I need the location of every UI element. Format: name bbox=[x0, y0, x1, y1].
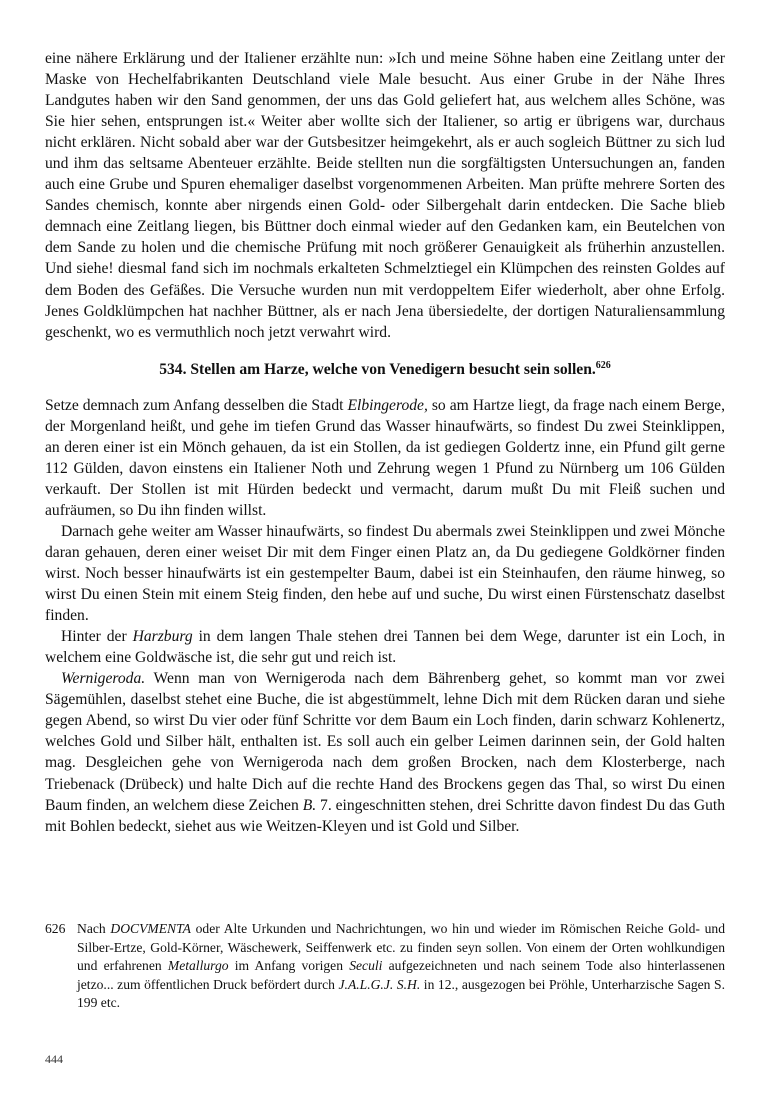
footnote-text bbox=[77, 920, 725, 1013]
text-run: in 12., ausgezogen bei Pröhle, Unterharzische Sagen S. 199 etc. bbox=[77, 976, 725, 1010]
title-italic: DOCVMENTA bbox=[110, 921, 191, 936]
text-run: Hinter der bbox=[61, 628, 133, 646]
text-run: in dem langen Thale stehen drei Tannen bei dem Wege, darunter ist ein Loch, in welchem eine Goldwäsche ist, die sehr gut und reich ist. bbox=[45, 628, 725, 667]
section-heading bbox=[45, 359, 725, 381]
initials-italic: J.A.L.G.J. S.H. bbox=[338, 976, 421, 992]
footnote-reference[interactable]: 626 bbox=[595, 359, 611, 371]
place-name-italic: Harzburg bbox=[132, 628, 193, 646]
paragraph-wernigeroda bbox=[45, 668, 725, 836]
page-number: 444 bbox=[45, 1052, 63, 1066]
text-run: so am Hartze liegt, da frage nach einem Berge, der Morgenland heißt, und gehe im tiefen Grund das Wasser hinaufwärts, so findest Du zwei Steinklippen, an deren einer ist ein Mönch gehauen, da ist ein Stollen, da ist gediegen Goldertz inne, ein Pfund gilt gerne 112 Gülden, davon einstens ein Italiener Noth und Zehrung wegen 1 Pfund zu Nürnberg um 106 Gülden verkauft. Der Stollen ist mit Hürden bedeckt und vermacht, darum mußt Du mit Fleiß suchen und aufräumen, so Du ihn finden willst. bbox=[45, 396, 725, 519]
place-name-italic: Wernigeroda. bbox=[61, 670, 146, 688]
sign-letter-italic: B. bbox=[302, 796, 317, 814]
page-body bbox=[45, 48, 725, 837]
text-run: Wenn man von Wernigeroda nach dem Bährenberg gehet, so kommt man vor zwei Sägemühlen, daselbst stehet eine Buche, die ist abgestümmelt, lehne Dich mit dem Rücken daran und siehe gegen Abend, so wirst Du vier oder fünf Schritte vor dem Baum ein Loch finden, darin schwarz Kohlenertz, welches Gold und Silber hält, enthalten ist. Es soll auch ein gelber Leimen darinnen sein, der Gold halten mag. Desgleichen gehe von Wernigeroda nach dem großen Brocken, nach dem Klosterberge, nach Triebenack (Drübeck) und halte Dich auf die rechte Hand des Brockens gegen das Thal, so wirst Du einen Baum finden, an welchem diese Zeichen bbox=[45, 670, 725, 814]
footnote-number: 626 bbox=[45, 921, 66, 936]
text-run: Nach bbox=[77, 921, 111, 936]
text-run: im Anfang vorigen bbox=[228, 958, 350, 973]
text-run: aufgezeichneten und nach seinem Tode also hinterlassenen jetzo... zum öffentlichen Druck befördert durch bbox=[77, 958, 725, 992]
text-run: oder Alte Urkunden und Nachrichtungen, wo hin und wieder im Römischen Reiche Gold- und Silber-Ertze, Gold-Körner, Wäschewerk, Seiffenwerk etc. zu finden seyn sollen. Von einem der Orten wohlkundigen und erfahrenen bbox=[77, 921, 725, 973]
paragraph-steinklippen: Darnach gehe weiter am Wasser hinaufwärts, so findest Du abermals zwei Steinklippen und zwei Mönche daran gehauen, deren einer weiset Dir mit dem Finger einen Platz an, da Du gediegene Goldkörner finden wirst. Noch besser hinaufwärts ist ein gestempelter Baum, dabei ist ein Steinhaufen, den räume hinweg, so wirst Du einen Stein mit einem Steig finden, den hebe auf und suche, Du wirst einen Fürstenschatz daselbst finden. bbox=[45, 522, 725, 625]
place-name-italic: Elbingerode, bbox=[347, 396, 428, 414]
continuation-paragraph: eine nähere Erklärung und der Italiener erzählte nun: »Ich und meine Söhne haben eine Zeitlang unter der Maske von Hechelfabrikanten Deutschland viele Male besucht. Aus einer Grube in der Nähe Ihres Landgutes haben wir den Sand genommen, der uns das Gold geliefert hat, aus welchem alles Schöne, was Sie hier sehen, entsprungen ist.« Weiter aber wollte sich der Italiener, so artig er übrigens war, durchaus nicht erklären. Nicht sobald aber war der Gutsbesitzer heimgekehrt, als er auch sogleich Büttner zu sich lud und ihm das seltsame Abenteuer erzählte. Beide stellten nun die sorgfältigsten Untersuchungen an, fanden auch eine Grube und Spuren ehemaliger daselbst vorgenommenen Arbeiten. Man prüfte mehrere Sorten des Sandes chemisch, konnte aber nirgends einen Gold- oder Silbergehalt darin entdecken. Die Sache blieb demnach eine Zeitlang liegen, bis Büttner doch einmal wieder auf den Gedanken kam, ein Beutelchen von dem Sande zu holen und die chemische Prüfung mit noch größerer Genauigkeit als früherhin anzustellen. Und siehe! diesmal fand sich im nochmals erkalteten Schmelztiegel ein Klümpchen des reinsten Goldes auf dem Boden des Gefäßes. Die Versuche wurden nun mit verdoppeltem Eifer wiederholt, aber ohne Erfolg. Jenes Goldklümpchen hat nachher Büttner, als er nach Jena übersiedelte, der dortigen Naturaliensammlung geschenkt, wo es vermuthlich noch jetzt verwahrt wird. bbox=[45, 50, 725, 341]
section-heading-text: 534. Stellen am Harze, welche von Venedigern besucht sein sollen. bbox=[159, 360, 596, 378]
paragraph-elbingerode bbox=[45, 395, 725, 521]
text-run: Setze demnach zum Anfang desselben die Stadt bbox=[45, 396, 348, 414]
text-run: 7. eingeschnitten stehen, drei Schritte davon findest Du das Guth mit Bohlen bedeckt, siehet aus wie Weitzen-Kleyen und ist Gold und Silber. bbox=[45, 796, 726, 835]
footnote bbox=[45, 920, 725, 1013]
paragraph-harzburg bbox=[45, 626, 725, 668]
term-italic: Metallurgo bbox=[167, 958, 229, 973]
term-italic: Seculi bbox=[349, 958, 383, 973]
